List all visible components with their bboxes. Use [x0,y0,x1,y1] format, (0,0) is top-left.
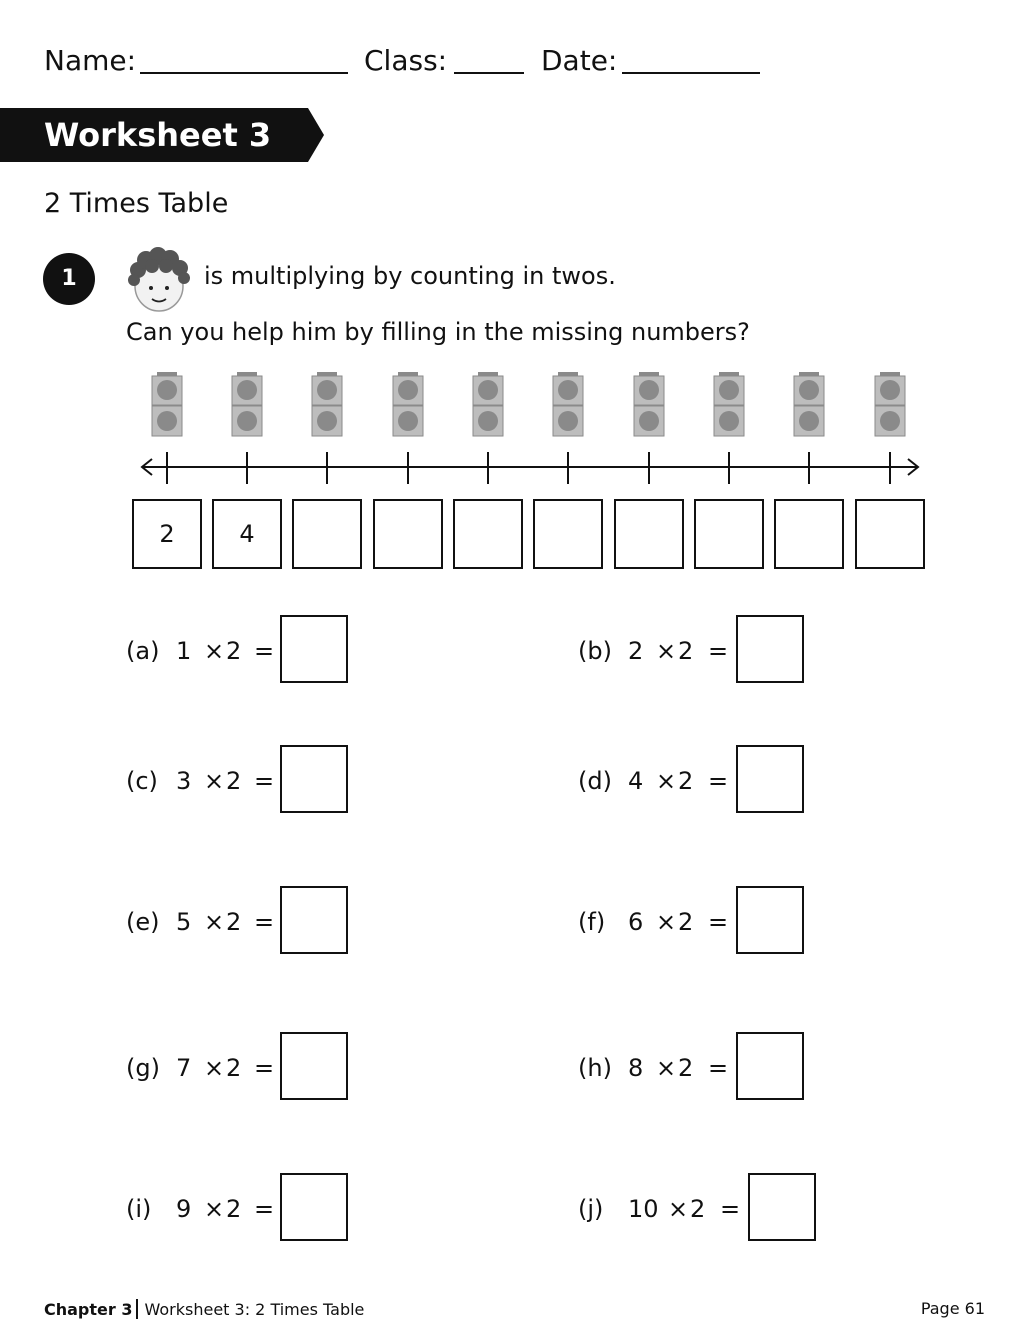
equation-label: (h) [578,1054,612,1082]
equation-label: (b) [578,637,612,665]
footer-left [44,1299,364,1319]
class-field[interactable] [454,72,524,74]
number-line-axis [0,448,1009,488]
answer-box[interactable] [280,745,348,813]
two-stacked-cubes-icon [472,372,504,438]
answer-box[interactable] [736,745,804,813]
number-box[interactable] [453,499,523,569]
number-box[interactable] [614,499,684,569]
two-stacked-cubes-icon [713,372,745,438]
question-text-line1: is multiplying by counting in twos. [204,262,616,290]
number-box[interactable] [533,499,603,569]
footer-page: Page 61 [920,1299,985,1318]
two-stacked-cubes-icon [633,372,665,438]
equation-label: (d) [578,767,612,795]
equals-sign: = [254,767,275,795]
times-sign: × [204,1195,225,1223]
equation-factor-b: 2 [226,1195,242,1223]
boy-face-icon [124,246,194,318]
equation-factor-a: 4 [628,767,644,795]
two-stacked-cubes-icon [874,372,906,438]
answer-box[interactable] [280,886,348,954]
equation-label: (g) [126,1054,160,1082]
equation-factor-b: 2 [678,767,694,795]
times-sign: × [204,908,225,936]
date-field[interactable] [622,72,760,74]
equation-label: (c) [126,767,158,795]
equation-factor-b: 2 [690,1195,706,1223]
answer-box[interactable] [736,615,804,683]
equals-sign: = [254,1195,275,1223]
equation-factor-b: 2 [678,1054,694,1082]
number-box[interactable] [694,499,764,569]
times-sign: × [656,908,677,936]
number-box[interactable] [855,499,925,569]
two-stacked-cubes-icon [231,372,263,438]
two-stacked-cubes-icon [392,372,424,438]
footer-worksheet: Worksheet 3: 2 Times Table [144,1300,365,1319]
question-text-line2: Can you help him by filling in the missing numbers? [126,318,750,346]
equation-factor-b: 2 [678,908,694,936]
answer-box[interactable] [736,886,804,954]
equation-factor-a: 3 [176,767,192,795]
times-sign: × [204,767,225,795]
name-field[interactable] [140,72,348,74]
number-box[interactable]: 4 [212,499,282,569]
equals-sign: = [708,1054,729,1082]
equation-factor-a: 5 [176,908,192,936]
date-label: Date: [541,44,618,77]
number-box[interactable] [774,499,844,569]
equation-factor-b: 2 [226,1054,242,1082]
question-number-badge: 1 [43,253,95,305]
times-sign: × [656,1054,677,1082]
two-stacked-cubes-icon [552,372,584,438]
number-box[interactable] [373,499,443,569]
times-sign: × [204,637,225,665]
equals-sign: = [254,1054,275,1082]
equation-factor-a: 8 [628,1054,644,1082]
times-sign: × [668,1195,689,1223]
equals-sign: = [708,637,729,665]
equals-sign: = [708,767,729,795]
equals-sign: = [720,1195,741,1223]
two-stacked-cubes-icon [311,372,343,438]
equation-factor-b: 2 [226,908,242,936]
equation-label: (i) [126,1195,152,1223]
times-sign: × [204,1054,225,1082]
equation-factor-a: 2 [628,637,644,665]
equals-sign: = [254,908,275,936]
times-sign: × [656,637,677,665]
equals-sign: = [708,908,729,936]
answer-box[interactable] [736,1032,804,1100]
answer-box[interactable] [280,1032,348,1100]
equation-label: (f) [578,908,606,936]
equation-factor-b: 2 [226,637,242,665]
number-box[interactable]: 2 [132,499,202,569]
equation-factor-a: 6 [628,908,644,936]
answer-box[interactable] [748,1173,816,1241]
equation-factor-a: 1 [176,637,192,665]
times-sign: × [656,767,677,795]
footer-chapter: Chapter 3 [44,1300,133,1319]
equation-label: (e) [126,908,160,936]
equation-factor-a: 7 [176,1054,192,1082]
equation-factor-a: 10 [628,1195,659,1223]
name-label: Name: [44,44,137,77]
equals-sign: = [254,637,275,665]
worksheet-banner [0,108,324,162]
equation-factor-b: 2 [226,767,242,795]
footer-divider [136,1299,138,1319]
equation-factor-a: 9 [176,1195,192,1223]
class-label: Class: [364,44,448,77]
two-stacked-cubes-icon [151,372,183,438]
equation-label: (a) [126,637,160,665]
section-title: 2 Times Table [44,188,229,219]
worksheet-title: Worksheet 3 [44,116,272,154]
answer-box[interactable] [280,1173,348,1241]
equation-label: (j) [578,1195,604,1223]
number-box[interactable] [292,499,362,569]
answer-box[interactable] [280,615,348,683]
equation-factor-b: 2 [678,637,694,665]
two-stacked-cubes-icon [793,372,825,438]
